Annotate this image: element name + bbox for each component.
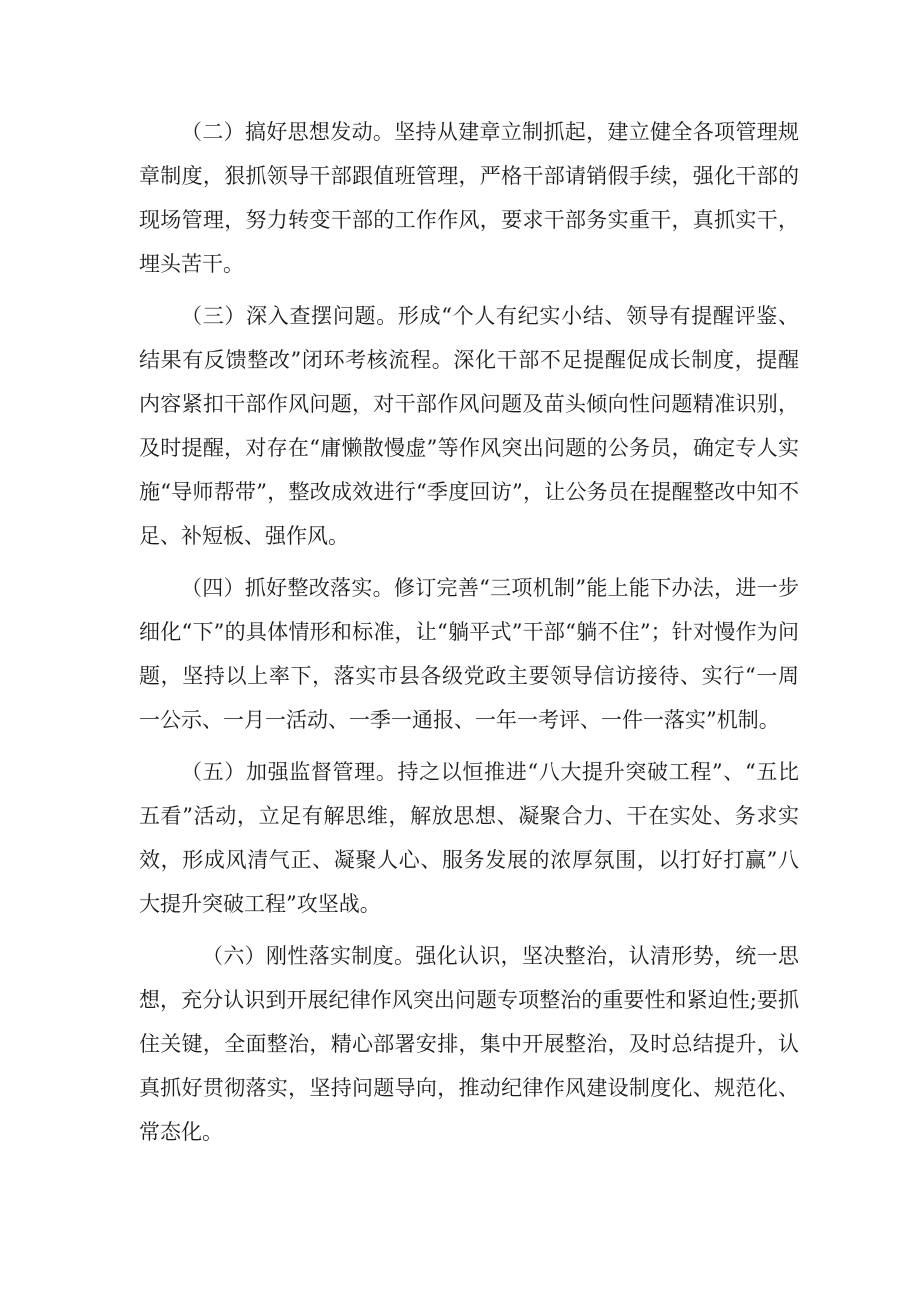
paragraph-6: （六）刚性落实制度。强化认识，坚决整治，认清形势，统一思想，充分认识到开展纪律作风突出问题专项整治的重要性和紧迫性;要抓住关键，全面整治，精心部署安排，集中开展整治，及时总结提升，认真抓好贯彻落实，坚持问题导向，推动纪律作风建设制度化、规范化、常态化。: [139, 944, 799, 1144]
paragraph-2: （二）搞好思想发动。坚持从建章立制抓起，建立健全各项管理规章制度，狠抓领导干部跟值班管理，严格干部请销假手续，强化干部的现场管理，努力转变干部的工作作风，要求干部务实重干，真抓实干，埋头苦干。: [139, 120, 799, 276]
paragraph-3: （三）深入查摆问题。形成“个人有纪实小结、领导有提醒评鉴、结果有反馈整改”闭环考核流程。深化干部不足提醒促成长制度，提醒内容紧扣干部作风问题，对干部作风问题及苗头倾向性问题精准识别，及时提醒，对存在“庸懒散慢虚”等作风突出问题的公务员，确定专人实施“导师帮带”，整改成效进行“季度回访”，让公务员在提醒整改中知不足、补短板、强作风。: [139, 304, 799, 548]
paragraph-4: （四）抓好整改落实。修订完善“三项机制”能上能下办法，进一步细化“下”的具体情形和标准，让“躺平式”干部“躺不住”；针对慢作为问题，坚持以上率下，落实市县各级党政主要领导信访接待、实行“一周一公示、一月一活动、一季一通报、一年一考评、一件一落实”机制。: [139, 576, 799, 732]
paragraph-5: （五）加强监督管理。持之以恒推进“八大提升突破工程”、“五比五看”活动，立足有解思维，解放思想、凝聚合力、干在实处、务求实效，形成风清气正、凝聚人心、服务发展的浓厚氛围，以打好打赢”八大提升突破工程”攻坚战。: [139, 760, 799, 916]
document-body: [139, 110, 799, 1162]
